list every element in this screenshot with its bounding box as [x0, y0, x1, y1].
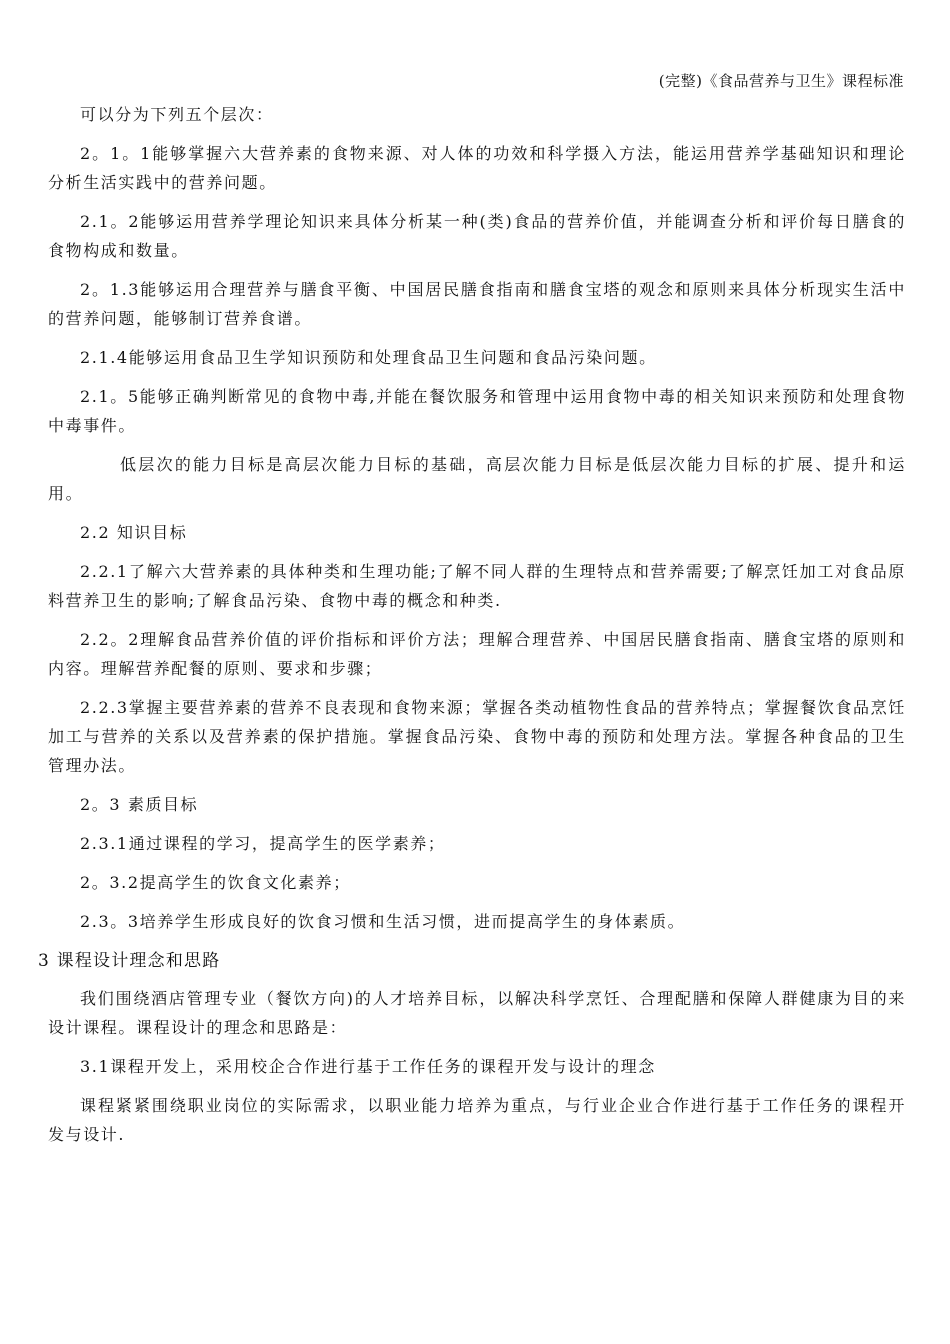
- paragraph-2-1-3: 2。1.3能够运用合理营养与膳食平衡、中国居民膳食指南和膳食宝塔的观念和原则来具体分析现实生活中的营养问题，能够制订营养食谱。: [48, 280, 906, 328]
- section-heading-2-2: 2.2 知识目标: [80, 523, 188, 542]
- paragraph-2-1-1: 2。1。1能够掌握六大营养素的食物来源、对人体的功效和科学摄入方法，能运用营养学基础知识和理论分析生活实践中的营养问题。: [48, 144, 906, 192]
- paragraph-2-1-2: 2.1。2能够运用营养学理论知识来具体分析某一种(类)食品的营养价值，并能调查分析和评价每日膳食的食物构成和数量。: [48, 212, 906, 260]
- paragraph-2-2-3: 2.2.3掌握主要营养素的营养不良表现和食物来源；掌握各类动植物性食品的营养特点；掌握餐饮食品烹饪加工与营养的关系以及营养素的保护措施。掌握食品污染、食物中毒的预防和处理方法。掌握各种食品的卫生管理办法。: [48, 698, 906, 775]
- paragraph-2-3-2: 2。3.2提高学生的饮食文化素养；: [80, 873, 351, 892]
- paragraph-2-3-3: 2.3。3培养学生形成良好的饮食习惯和生活习惯，进而提高学生的身体素质。: [80, 912, 686, 931]
- paragraph-2-1-5: 2.1。5能够正确判断常见的食物中毒,并能在餐饮服务和管理中运用食物中毒的相关知识来预防和处理食物中毒事件。: [48, 387, 906, 435]
- paragraph-level-summary: 低层次的能力目标是高层次能力目标的基础，高层次能力目标是低层次能力目标的扩展、提升和运用。: [48, 455, 906, 503]
- paragraph-2-2-1: 2.2.1了解六大营养素的具体种类和生理功能;了解不同人群的生理特点和营养需要;了解烹饪加工对食品原料营养卫生的影响;了解食品污染、食物中毒的概念和种类.: [48, 562, 906, 610]
- section-heading-3: 3 课程设计理念和思路: [38, 951, 221, 971]
- paragraph-levels-intro: 可以分为下列五个层次：: [80, 105, 274, 124]
- paragraph-3-1: 3.1课程开发上，采用校企合作进行基于工作任务的课程开发与设计的理念: [80, 1057, 656, 1076]
- section-heading-2-3: 2。3 素质目标: [80, 795, 199, 814]
- paragraph-2-3-1: 2.3.1通过课程的学习，提高学生的医学素养；: [80, 834, 446, 853]
- document-body: [38, 100, 906, 1159]
- paragraph-3-intro: 我们围绕酒店管理专业（餐饮方向)的人才培养目标，以解决科学烹饪、合理配膳和保障人群健康为目的来设计课程。课程设计的理念和思路是：: [48, 989, 906, 1037]
- paragraph-2-1-4: 2.1.4能够运用食品卫生学知识预防和处理食品卫生问题和食品污染问题。: [80, 348, 657, 367]
- paragraph-3-1-detail: 课程紧紧围绕职业岗位的实际需求，以职业能力培养为重点，与行业企业合作进行基于工作任务的课程开发与设计.: [48, 1096, 906, 1144]
- paragraph-2-2-2: 2.2。2理解食品营养价值的评价指标和评价方法；理解合理营养、中国居民膳食指南、膳食宝塔的原则和内容。理解营养配餐的原则、要求和步骤；: [48, 630, 906, 678]
- page-header: (完整)《食品营养与卫生》课程标准: [658, 72, 904, 90]
